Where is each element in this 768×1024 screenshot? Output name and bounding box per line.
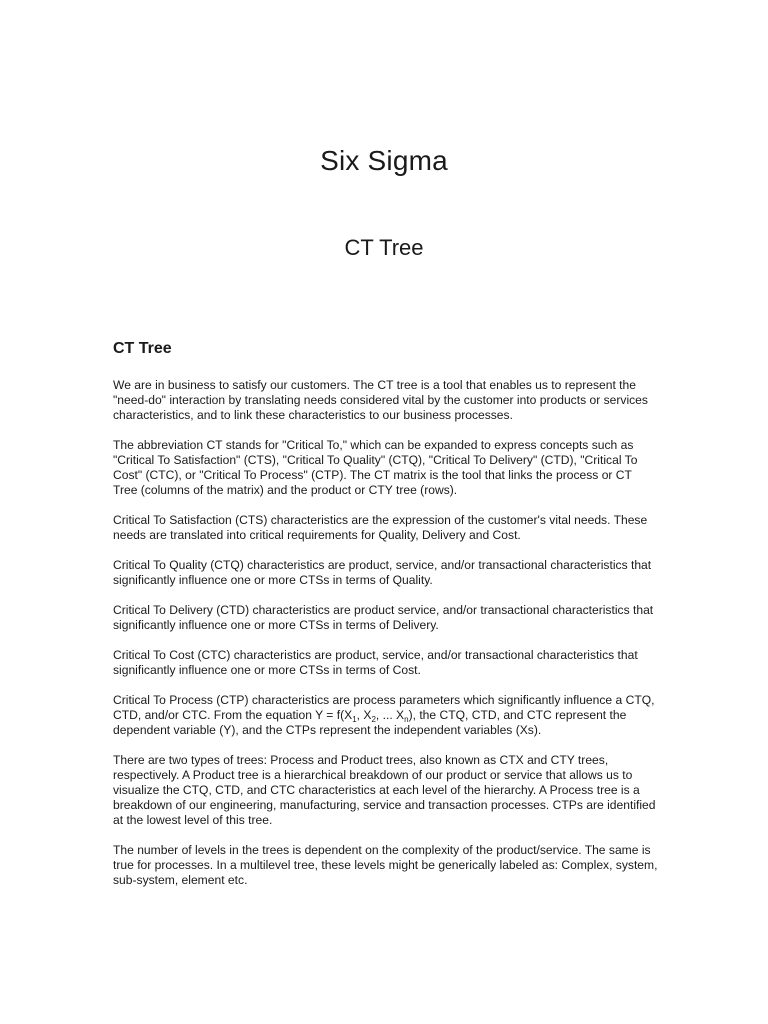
ctp-subscript-n: n bbox=[404, 715, 409, 724]
section-heading: CT Tree bbox=[113, 340, 172, 357]
paragraph-cts: Critical To Satisfaction (CTS) characteristics are the expression of the customer's vital needs. These needs are translated into critical requirements for Quality, Delivery and Cost. bbox=[113, 513, 648, 542]
document-subtitle: CT Tree bbox=[344, 235, 424, 260]
ctp-text-mid-1: , X bbox=[356, 708, 372, 722]
paragraph-ctq: Critical To Quality (CTQ) characteristics are product, service, and/or transactional characteristics that significantly influence one or more CTSs in terms of Quality. bbox=[113, 558, 652, 587]
document-title: Six Sigma bbox=[320, 145, 448, 176]
ctp-text-after: ), the CTQ, CTD, and CTC represent the dependent variable (Y), and the CTPs represent the independent variables (Xs). bbox=[113, 708, 627, 737]
document-body bbox=[113, 339, 658, 903]
paragraph-ctc: Critical To Cost (CTC) characteristics are product, service, and/or transactional characteristics that significantly influence one or more CTSs in terms of Cost. bbox=[113, 648, 638, 677]
paragraph-intro: We are in business to satisfy our customers. The CT tree is a tool that enables us to represent the "need-do" interaction by translating needs considered vital by the customer into products or services characteristics, and to link these characteristics to our business processes. bbox=[113, 378, 648, 422]
paragraph-tree-types: There are two types of trees: Process and Product trees, also known as CTX and CTY trees, respectively. A Product tree is a hierarchical breakdown of our product or service that allows us to visualize the CTQ, CTD, and CTC characteristics at each level of the hierarchy. A Process tree is a breakdown of our engineering, manufacturing, service and transaction processes. CTPs are identified at the lowest level of this tree. bbox=[113, 753, 656, 827]
paragraph-tree-levels: The number of levels in the trees is dependent on the complexity of the product/service. The same is true for processes. In a multilevel tree, these levels might be generically labeled as: Complex, system, sub-system, element etc. bbox=[113, 843, 658, 887]
paragraph-ctp bbox=[113, 693, 658, 738]
paragraph-ct-abbreviation: The abbreviation CT stands for "Critical To," which can be expanded to express concepts such as "Critical To Satisfaction" (CTS), "Critical To Quality" (CTQ), "Critical To Delivery" (CTD), "Critical To Cost" (CTC), or "Critical To Process" (CTP). The CT matrix is the tool that links the process or CT Tree (columns of the matrix) and the product or CTY tree (rows). bbox=[113, 438, 638, 497]
ctp-subscript-1: 1 bbox=[352, 715, 357, 724]
ctp-text-mid-2: , ... X bbox=[375, 708, 405, 722]
ctp-subscript-2: 2 bbox=[371, 715, 376, 724]
ctp-text-before: Critical To Process (CTP) characteristics are process parameters which significantly influence a CTQ, CTD, and/or CTC. From the equation Y = f(X bbox=[113, 693, 655, 722]
paragraph-ctd: Critical To Delivery (CTD) characteristics are product service, and/or transactional characteristics that significantly influence one or more CTSs in terms of Delivery. bbox=[113, 603, 654, 632]
